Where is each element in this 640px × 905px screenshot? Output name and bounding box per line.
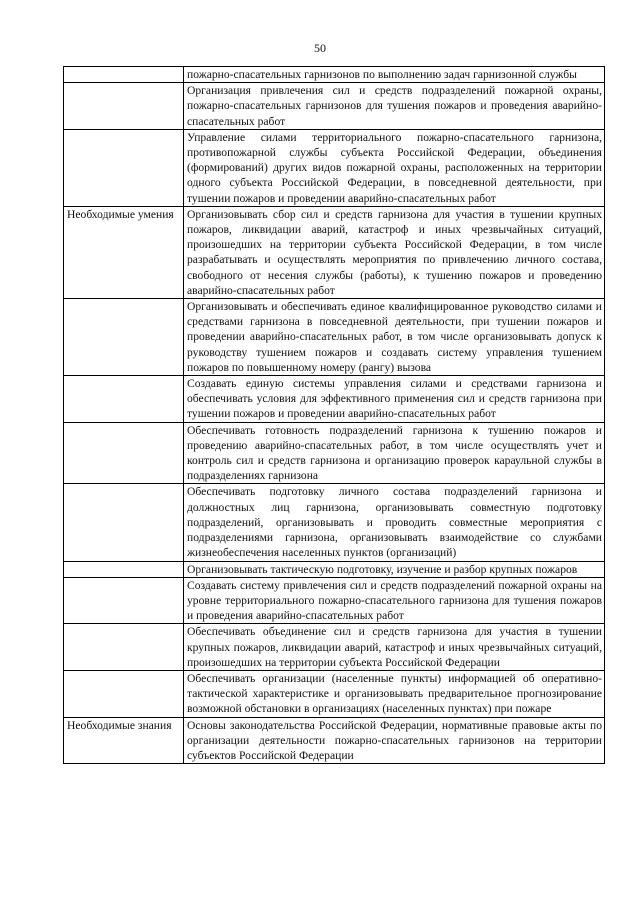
qualification-table xyxy=(63,66,605,764)
row-label-skills: Необходимые умения xyxy=(64,206,184,298)
row-label xyxy=(64,670,184,717)
row-text: Организовывать тактическую подготовку, изучение и разбор крупных пожаров xyxy=(184,561,605,577)
row-text: Обеспечивать подготовку личного состава подразделений гарнизона и должностных лиц гарнизона, организовывать совместную подготовку подразделений, организовывать и проводить совместные мероприятия с подразделениями гарнизона, организовывать взаимодействие со службами жизнеобеспечения населенных пунктов (организаций) xyxy=(184,484,605,561)
table-row xyxy=(64,129,605,206)
row-label xyxy=(64,561,184,577)
table-row xyxy=(64,624,605,671)
row-label-knowledge: Необходимые знания xyxy=(64,717,184,764)
table-row xyxy=(64,561,605,577)
row-label xyxy=(64,67,184,83)
table-row xyxy=(64,422,605,484)
row-label xyxy=(64,484,184,561)
row-label xyxy=(64,299,184,376)
table-row xyxy=(64,484,605,561)
row-label xyxy=(64,624,184,671)
row-text: пожарно-спасательных гарнизонов по выполнению задач гарнизонной службы xyxy=(184,67,605,83)
row-label xyxy=(64,129,184,206)
row-label xyxy=(64,422,184,484)
row-label xyxy=(64,376,184,423)
table-row xyxy=(64,670,605,717)
row-text: Управление силами территориального пожарно-спасательного гарнизона, противопожарной службы субъекта Российской Федерации, объединения (формирований) других видов пожарной охраны, расположенных на территории одного субъекта Российской Федерации, в повседневной деятельности, при тушении пожаров и проведении аварийно-спасательных работ xyxy=(184,129,605,206)
page-number: 50 xyxy=(314,41,326,55)
row-text: Создавать единую системы управления силами и средствами гарнизона и обеспечивать условия для эффективного применения сил и средств гарнизона при тушении пожаров и проведении аварийно-спасательных работ xyxy=(184,376,605,423)
row-text: Создавать систему привлечения сил и средств подразделений пожарной охраны на уровне территориального пожарно-спасательного гарнизона для тушения пожаров и проведения аварийно-спасательных работ xyxy=(184,577,605,624)
row-text: Организовывать сбор сил и средств гарнизона для участия в тушении крупных пожаров, ликвидации аварий, катастроф и иных чрезвычайных ситуаций, произошедших на территории субъекта Российской Федерации, в том числе разрабатывать и осуществлять мероприятия по привлечению личного состава, свободного от несения службы (работы), к тушению пожаров и проведению аварийно-спасательных работ xyxy=(184,206,605,298)
table-row xyxy=(64,299,605,376)
table-row xyxy=(64,577,605,624)
table-row xyxy=(64,67,605,83)
row-label xyxy=(64,577,184,624)
row-text: Организация привлечения сил и средств подразделений пожарной охраны, пожарно-спасательных гарнизонов для тушения пожаров и проведения аварийно-спасательных работ xyxy=(184,83,605,130)
table-row xyxy=(64,83,605,130)
table-row xyxy=(64,206,605,298)
table-row xyxy=(64,717,605,764)
row-text: Основы законодательства Российской Федерации, нормативные правовые акты по организации деятельности пожарно-спасательных гарнизонов на территории субъектов Российской Федерации xyxy=(184,717,605,764)
row-text: Обеспечивать организации (населенные пункты) информацией об оперативно-тактической характеристике и организовывать предварительное прогнозирование возможной обстановки в организациях (населенных пунктах) при пожаре xyxy=(184,670,605,717)
row-text: Обеспечивать объединение сил и средств гарнизона для участия в тушении крупных пожаров, ликвидации аварий, катастроф и иных чрезвычайных ситуаций, произошедших на территории субъекта Российской Федерации xyxy=(184,624,605,671)
row-text: Обеспечивать готовность подразделений гарнизона к тушению пожаров и проведению аварийно-спасательных работ, в том числе осуществлять учет и контроль сил и средств гарнизона и организацию проверок караульной службы в подразделениях гарнизона xyxy=(184,422,605,484)
row-label xyxy=(64,83,184,130)
table-row xyxy=(64,376,605,423)
row-text: Организовывать и обеспечивать единое квалифицированное руководство силами и средствами гарнизона в повседневной деятельности, при тушении пожаров и проведении аварийно-спасательных работ, в том числе организовывать допуск к руководству тушением пожаров и создавать систему управления тушением пожаров по повышенному номеру (рангу) вызова xyxy=(184,299,605,376)
